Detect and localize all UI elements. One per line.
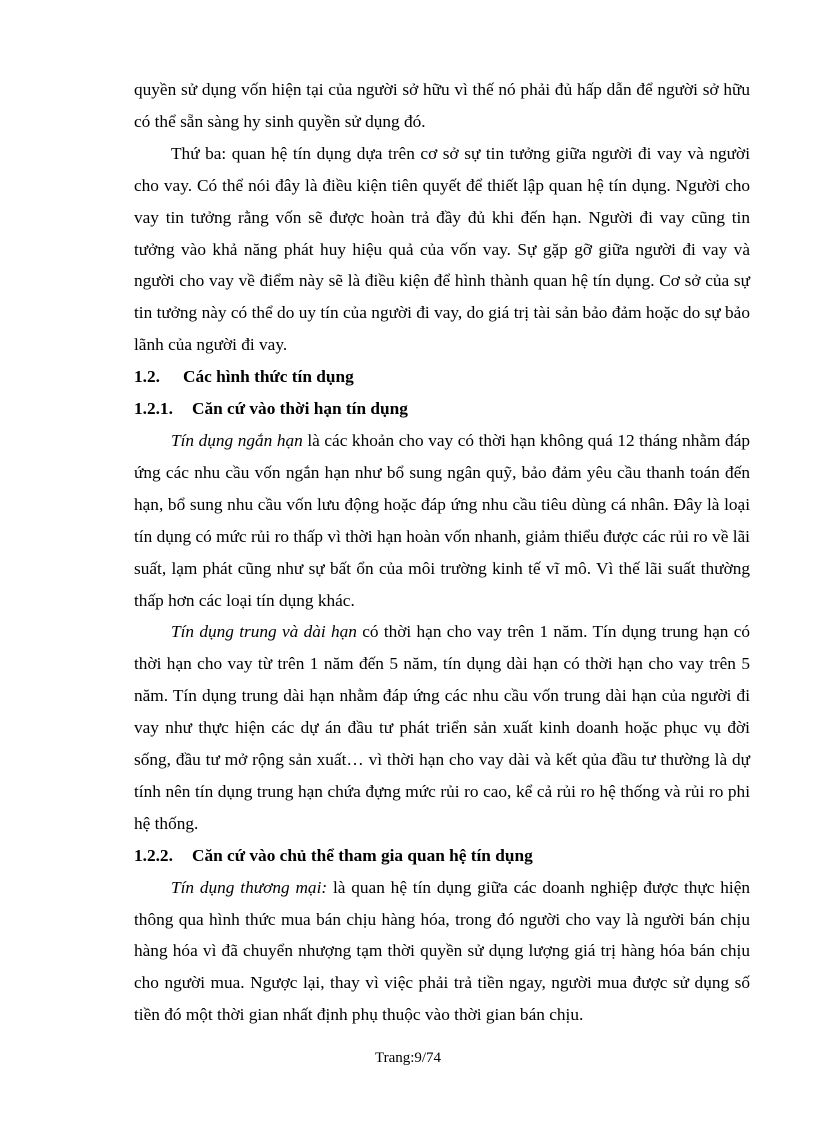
paragraph-continuation: quyền sử dụng vốn hiện tại của người sở hữu vì thế nó phải đủ hấp dẫn để người sở hữu có thể sẵn sàng hy sinh quyền sử dụng đó. [134,80,750,131]
paragraph-text: là quan hệ tín dụng giữa các doanh nghiệp được thực hiện thông qua hình thức mua bán chịu hàng hóa, trong đó người cho vay là người bán chịu hàng hóa vì đã chuyển nhượng tạm thời quyền sử dụng lượng giá trị hàng hóa bán chịu cho người mua. Ngược lại, thay vì việc phải trả tiền ngay, người mua được sử dụng số tiền đó một thời gian nhất định phụ thuộc vào thời gian bán chịu. [134,877,751,1025]
section-heading-1-2-2 [134,840,750,872]
section-title: Các hình thức tín dụng [183,367,354,387]
page-number-footer: Trang:9/74 [374,1050,442,1066]
section-title: Căn cứ vào thời hạn tín dụng [192,399,408,419]
term-commercial-credit: Tín dụng thương mại: [171,877,328,897]
paragraph-short-term-credit [134,425,750,616]
section-number: 1.2.1. [134,399,173,419]
section-title: Căn cứ vào chủ thể tham gia quan hệ tín dụng [192,845,533,865]
paragraph-medium-long-term-credit [134,616,750,839]
document-body [134,74,750,1031]
term-medium-long-term-credit: Tín dụng trung và dài hạn [171,622,357,642]
term-short-term-credit: Tín dụng ngắn hạn [171,430,303,450]
paragraph-thu-ba: Thứ ba: quan hệ tín dụng dựa trên cơ sở sự tin tưởng giữa người đi vay và người cho vay. Có thể nói đây là điều kiện tiên quyết để thiết lập quan hệ tín dụng. Người cho vay tin tưởng rằng vốn sẽ được hoàn trả đầy đủ khi đến hạn. Người đi vay cũng tin tưởng vào khả năng phát huy hiệu quả của vốn vay. Sự gặp gỡ giữa người đi vay và người cho vay về điểm này sẽ là điều kiện để hình thành quan hệ tín dụng. Cơ sở của sự tin tưởng này có thể do uy tín của người đi vay, do giá trị tài sản bảo đảm hoặc do sự bảo lãnh của người đi vay. [134,143,750,355]
section-heading-1-2 [134,361,750,393]
paragraph-text: là các khoản cho vay có thời hạn không quá 12 tháng nhằm đáp ứng các nhu cầu vốn ngắn hạn như bổ sung ngân quỹ, bảo đảm yêu cầu thanh toán đến hạn, bổ sung nhu cầu vốn lưu động hoặc đáp ứng nhu cầu tiêu dùng cá nhân. Đây là loại tín dụng có mức rủi ro thấp vì thời hạn hoàn vốn nhanh, giảm thiểu được các rủi ro về lãi suất, lạm phát cũng như sự bất ổn của môi trường kinh tế vĩ mô. Vì thế lãi suất thường thấp hơn các loại tín dụng khác. [134,430,751,610]
section-number: 1.2.2. [134,845,173,865]
section-heading-1-2-1 [134,393,750,425]
paragraph-commercial-credit [134,872,750,1032]
section-number: 1.2. [134,367,160,387]
paragraph-text: có thời hạn cho vay trên 1 năm. Tín dụng trung hạn có thời hạn cho vay từ trên 1 năm đến 5 năm, tín dụng dài hạn có thời hạn cho vay trên 5 năm. Tín dụng trung dài hạn nhằm đáp ứng các nhu cầu vốn trung dài hạn của người đi vay như thực hiện các dự án đầu tư phát triển sản xuất kinh doanh hoặc phục vụ đời sống, đầu tư mở rộng sản xuất… vì thời hạn cho vay dài và kết qủa đầu tư thường là dự tính nên tín dụng trung hạn chứa đựng mức rủi ro cao, kể cả rủi ro hệ thống và rủi ro phi hệ thống. [134,622,751,833]
